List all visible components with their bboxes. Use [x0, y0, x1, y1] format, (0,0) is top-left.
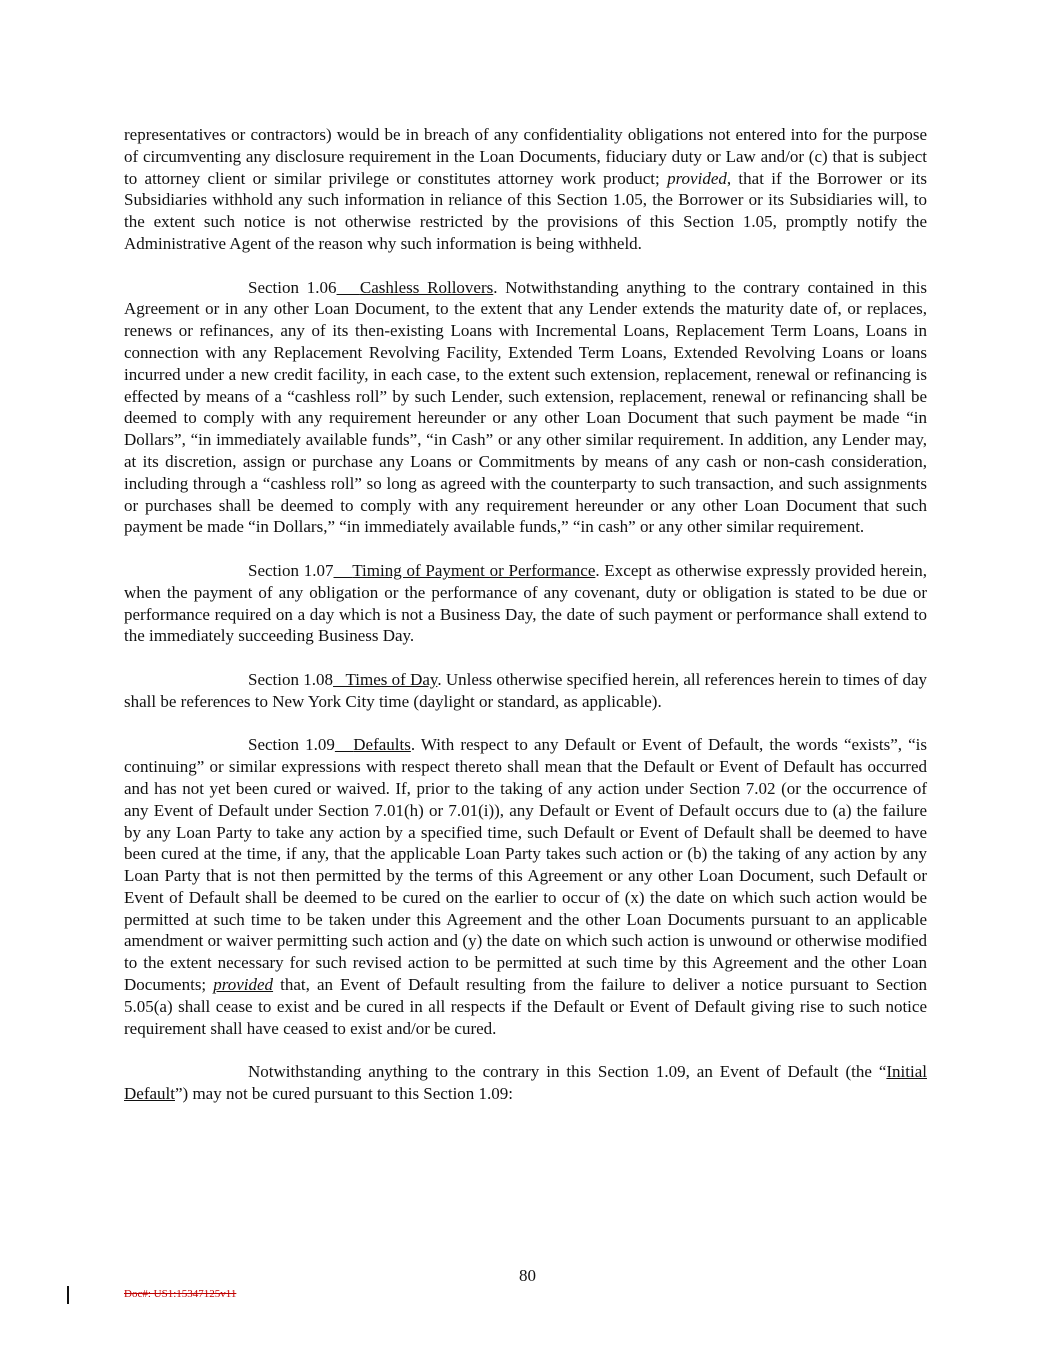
- section-gap: [333, 670, 346, 689]
- section-1-07: [124, 560, 927, 647]
- section-gap: [335, 735, 353, 754]
- section-gap: [337, 278, 360, 297]
- change-bar: [67, 1286, 69, 1304]
- section-number: Section 1.08: [248, 669, 334, 689]
- paragraph-text: representatives or contractors) would be in breach of any confidentiality obligations not entered into for the purpose of circumventing any disclosure requirement in the Loan Documents, fiduciary duty or Law and/or (c) that is subject to attorney client or similar privilege or constitutes attorney work product;: [124, 125, 927, 188]
- provided-italic-underlined: provided: [213, 975, 274, 995]
- section-gap: [334, 561, 353, 580]
- section-1-09: [124, 734, 927, 1039]
- document-body: [124, 124, 927, 1127]
- section-body: . Except as otherwise expressly provided herein, when the payment of any obligation or the performance of any covenant, duty or obligation is stated to be due or performance required on a day which is not a Business Day, the date of such payment or performance shall extend to the immediately succeeding Business Day.: [124, 560, 927, 646]
- paragraph-confidentiality-continued: [124, 124, 927, 255]
- section-body: . With respect to any Default or Event of Default, the words “exists”, “is continuing” or similar expressions with respect thereto shall mean that the Default or Event of Default has occurred and has not yet been cured or waived. If, prior to the taking of any action under Section 7.02 (or the occurrence of any Event of Default under Section 7.01(h) or 7.01(i)), any Default or Event of Default occurs due to (a) the failure by any Loan Party to take any action by a specified time, such Default or Event of Default shall be deemed to have been cured at the time, if any, that the applicable Loan Party takes such action or (b) the taking of any action by any Loan Party that is not then permitted by the terms of this Agreement or any other Loan Document, such Default or Event of Default shall be deemed to be cured on the earlier to occur of (x) the date on which such action would be permitted at such time to be taken under this Agreement and the other Loan Documents pursuant to an applicable amendment or waiver permitting such action and (y) the date on which such action is unwound or otherwise modified to the extent necessary for such revised action to be permitted at such time by this Agreement and the other Loan Documents;: [124, 735, 928, 995]
- section-1-08: [124, 669, 927, 713]
- section-heading: Times of Day: [345, 669, 438, 689]
- paragraph-text: , that if the Borrower or its Subsidiaries withhold any such information in reliance of this Section 1.05, the Borrower or its Subsidiaries will, to the extent such notice is not otherwise restricted by the provisions of this Section 1.05, promptly notify the Administrative Agent of the reason why such information is being withheld.: [124, 168, 927, 253]
- section-heading: Timing of Payment or Performance: [352, 560, 596, 580]
- section-number: Section 1.09: [248, 735, 335, 755]
- defined-term: Initial Default: [124, 1062, 927, 1104]
- section-body: . Notwithstanding anything to the contrary contained in this Agreement or in any other Loan Document, to the extent that any Lender extends the maturity date of, or replaces, renews or refinances, any of its then-existing Loans with Incremental Loans, Replacement Term Loans, Loans in connection with any Replacement Revolving Facility, Extended Term Loans, Extended Revolving Loans or loans incurred under a new credit facility, in each case, to the extent such extension, replacement, renewal or refinancing is effected by means of a “cashless roll” by such Lender, such extension, replacement, renewal or refinancing shall be deemed to comply with any requirement hereunder or any other Loan Document that such payment be made “in Dollars”, “in immediately available funds”, “in Cash” or any other similar requirement. In addition, any Lender may, at its discretion, assign or purchase any Loans or Commitments by means of any cash or non-cash consideration, including through a “cashless roll” so long as agreed with the counterparty to such transaction, and such assignments or purchases shall be deemed to comply with any requirement hereunder or any other Loan Document that such payment be made “in Dollars,” “in immediately available funds,” “in cash” or any other similar requirement.: [124, 277, 928, 537]
- section-heading: Cashless Rollovers: [359, 277, 494, 297]
- section-number: Section 1.07: [248, 560, 334, 580]
- section-heading: Defaults: [353, 735, 411, 755]
- document-id-stamp: Doc#: US1:15347125v11: [124, 1288, 237, 1300]
- paragraph-text: Notwithstanding anything to the contrary in this Section 1.09, an Event of Default (the “: [248, 1062, 887, 1082]
- paragraph-initial-default: [124, 1061, 927, 1105]
- section-body: . Unless otherwise specified herein, all references herein to times of day shall be references to New York City time (daylight or standard, as applicable).: [124, 669, 927, 711]
- section-number: Section 1.06: [248, 277, 337, 297]
- section-1-06: [124, 277, 927, 539]
- provided-italic: provided: [667, 168, 727, 188]
- paragraph-text: ”) may not be cured pursuant to this Section 1.09:: [174, 1084, 514, 1104]
- page-number: 80: [519, 1266, 536, 1285]
- section-body: that, an Event of Default resulting from the failure to deliver a notice pursuant to Section 5.05(a) shall cease to exist and be cured in all respects if the Default or Event of Default giving rise to such notice requirement shall have ceased to exist and/or be cured.: [124, 975, 927, 1038]
